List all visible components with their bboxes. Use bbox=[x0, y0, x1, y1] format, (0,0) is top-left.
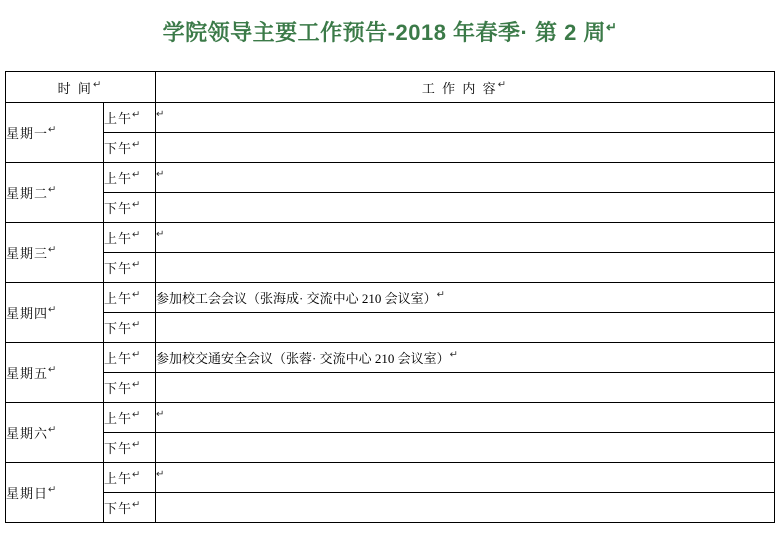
schedule-table bbox=[5, 71, 775, 523]
header-time-label: 时 间 bbox=[57, 80, 93, 96]
table-row bbox=[6, 253, 775, 283]
day-label-cell bbox=[6, 343, 104, 403]
paragraph-mark-icon: ↵ bbox=[48, 244, 58, 256]
content-cell-morning[interactable] bbox=[156, 403, 775, 433]
table-row bbox=[6, 103, 775, 133]
half-day-label-morning bbox=[104, 403, 156, 433]
content-cell-morning[interactable] bbox=[156, 223, 775, 253]
half-day-label: 下午 bbox=[104, 141, 133, 156]
table-row bbox=[6, 313, 775, 343]
content-cell-morning[interactable] bbox=[156, 463, 775, 493]
half-day-label: 下午 bbox=[104, 501, 133, 516]
paragraph-mark-icon: ↵ bbox=[132, 289, 142, 301]
half-day-label: 上午 bbox=[104, 231, 133, 246]
page-title-text: 学院领导主要工作预告-2018 年春季· 第 2 周 bbox=[162, 20, 606, 45]
half-day-label-afternoon bbox=[104, 493, 156, 523]
day-label-cell bbox=[6, 463, 104, 523]
header-content-label: 工 作 内 容 bbox=[421, 80, 498, 96]
paragraph-mark-icon: ↵ bbox=[48, 124, 58, 136]
paragraph-mark-icon: ↵ bbox=[132, 379, 142, 391]
paragraph-mark-icon: ↵ bbox=[132, 199, 142, 211]
half-day-label: 下午 bbox=[104, 201, 133, 216]
content-cell-morning[interactable] bbox=[156, 163, 775, 193]
day-label: 星期三 bbox=[6, 246, 49, 261]
table-row bbox=[6, 493, 775, 523]
table-row bbox=[6, 433, 775, 463]
paragraph-mark-icon: ↵ bbox=[132, 469, 142, 481]
paragraph-mark-icon: ↵ bbox=[605, 19, 618, 35]
half-day-label: 上午 bbox=[104, 471, 133, 486]
half-day-label: 上午 bbox=[104, 291, 133, 306]
half-day-label-afternoon bbox=[104, 373, 156, 403]
half-day-label: 上午 bbox=[104, 351, 133, 366]
half-day-label-afternoon bbox=[104, 193, 156, 223]
table-row bbox=[6, 283, 775, 313]
table-row bbox=[6, 343, 775, 373]
day-label: 星期一 bbox=[6, 126, 49, 141]
content-cell-morning[interactable] bbox=[156, 283, 775, 313]
table-row bbox=[6, 133, 775, 163]
paragraph-mark-icon: ↵ bbox=[132, 319, 142, 331]
content-cell-afternoon[interactable] bbox=[156, 253, 775, 283]
half-day-label: 下午 bbox=[104, 381, 133, 396]
half-day-label-morning bbox=[104, 463, 156, 493]
content-cell-afternoon[interactable] bbox=[156, 133, 775, 163]
day-label-cell bbox=[6, 403, 104, 463]
table-row bbox=[6, 463, 775, 493]
paragraph-mark-icon: ↵ bbox=[132, 499, 142, 511]
paragraph-mark-icon: ↵ bbox=[132, 109, 142, 121]
paragraph-mark-icon: ↵ bbox=[48, 484, 58, 496]
content-cell-afternoon[interactable] bbox=[156, 493, 775, 523]
paragraph-mark-icon: ↵ bbox=[92, 79, 104, 91]
day-label: 星期日 bbox=[6, 486, 49, 501]
half-day-label-morning bbox=[104, 343, 156, 373]
page-title bbox=[0, 0, 780, 53]
half-day-label: 上午 bbox=[104, 111, 133, 126]
content-cell-morning[interactable] bbox=[156, 103, 775, 133]
content-text: 参加校交通安全会议（张蓉· 交流中心 210 会议室） bbox=[156, 351, 450, 366]
paragraph-mark-icon: ↵ bbox=[48, 184, 58, 196]
table-row bbox=[6, 403, 775, 433]
paragraph-mark-icon: ↵ bbox=[132, 229, 142, 241]
day-label: 星期四 bbox=[6, 306, 49, 321]
half-day-label: 下午 bbox=[104, 321, 133, 336]
day-label: 星期二 bbox=[6, 186, 49, 201]
day-label-cell bbox=[6, 163, 104, 223]
table-row bbox=[6, 193, 775, 223]
paragraph-mark-icon: ↵ bbox=[132, 409, 142, 421]
half-day-label-morning bbox=[104, 223, 156, 253]
half-day-label: 下午 bbox=[104, 261, 133, 276]
paragraph-mark-icon: ↵ bbox=[156, 228, 165, 240]
header-content-cell bbox=[156, 72, 775, 103]
paragraph-mark-icon: ↵ bbox=[132, 439, 142, 451]
half-day-label-afternoon bbox=[104, 253, 156, 283]
paragraph-mark-icon: ↵ bbox=[48, 424, 58, 436]
header-time-cell bbox=[6, 72, 156, 103]
content-cell-afternoon[interactable] bbox=[156, 193, 775, 223]
content-cell-afternoon[interactable] bbox=[156, 373, 775, 403]
table-row bbox=[6, 223, 775, 253]
paragraph-mark-icon: ↵ bbox=[156, 168, 165, 180]
content-text: 参加校工会会议（张海成· 交流中心 210 会议室） bbox=[156, 291, 437, 306]
day-label: 星期六 bbox=[6, 426, 49, 441]
day-label-cell bbox=[6, 103, 104, 163]
table-row bbox=[6, 373, 775, 403]
paragraph-mark-icon: ↵ bbox=[132, 169, 142, 181]
paragraph-mark-icon: ↵ bbox=[132, 349, 142, 361]
paragraph-mark-icon: ↵ bbox=[48, 304, 58, 316]
paragraph-mark-icon: ↵ bbox=[48, 364, 58, 376]
content-cell-morning[interactable] bbox=[156, 343, 775, 373]
half-day-label: 上午 bbox=[104, 171, 133, 186]
content-cell-afternoon[interactable] bbox=[156, 313, 775, 343]
content-cell-afternoon[interactable] bbox=[156, 433, 775, 463]
half-day-label-afternoon bbox=[104, 133, 156, 163]
half-day-label-afternoon bbox=[104, 313, 156, 343]
table-row bbox=[6, 163, 775, 193]
half-day-label-afternoon bbox=[104, 433, 156, 463]
paragraph-mark-icon: ↵ bbox=[156, 408, 165, 420]
paragraph-mark-icon: ↵ bbox=[156, 468, 165, 480]
day-label: 星期五 bbox=[6, 366, 49, 381]
half-day-label-morning bbox=[104, 103, 156, 133]
day-label-cell bbox=[6, 223, 104, 283]
table-header-row bbox=[6, 72, 775, 103]
paragraph-mark-icon: ↵ bbox=[156, 108, 165, 120]
half-day-label: 下午 bbox=[104, 441, 133, 456]
half-day-label-morning bbox=[104, 283, 156, 313]
half-day-label: 上午 bbox=[104, 411, 133, 426]
paragraph-mark-icon: ↵ bbox=[449, 349, 458, 361]
paragraph-mark-icon: ↵ bbox=[497, 79, 509, 91]
paragraph-mark-icon: ↵ bbox=[436, 289, 445, 301]
day-label-cell bbox=[6, 283, 104, 343]
half-day-label-morning bbox=[104, 163, 156, 193]
paragraph-mark-icon: ↵ bbox=[132, 139, 142, 151]
paragraph-mark-icon: ↵ bbox=[132, 259, 142, 271]
